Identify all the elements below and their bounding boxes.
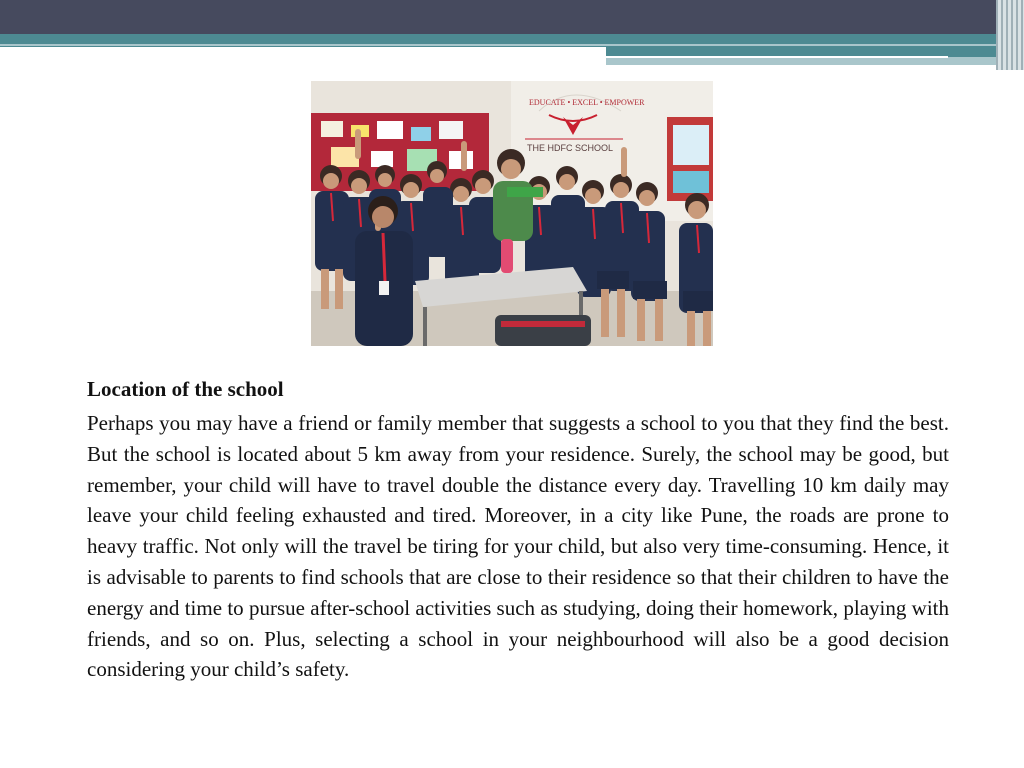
header-stripes — [996, 0, 1024, 70]
sign-school-name: THE HDFC SCHOOL — [527, 143, 614, 153]
header-white-line — [606, 56, 948, 58]
header-step-light-bar — [606, 57, 1024, 65]
sign-arc-text: EDUCATE • EXCEL • EMPOWER — [529, 98, 645, 107]
section-body-paragraph: Perhaps you may have a friend or family member that suggests a school to you that they find the best. But the school is located about 5 km away from your residence. Surely, the school may be good, but remember, your child will have to travel double the distance every day. Travelling 10 km daily may leave your child feeling exhausted and tired. Moreover, in a city like Pune, the roads are prone to heavy traffic. Not only will the travel be tiring for your child, but also very time-consuming. Hence, it is advisable to parents to find schools that are close to their residence so that their children to have the energy and time to pursue after-school activities such as studying, doing their homework, playing with friends, and so on. Plus, selecting a school in your neighbourhood will also be a good decision considering your child’s safety. — [87, 411, 949, 682]
header-dark-bar — [0, 0, 1024, 34]
header-light-line — [0, 44, 1000, 46]
section-heading: Location of the school — [87, 377, 284, 401]
classroom-photo — [311, 81, 713, 346]
